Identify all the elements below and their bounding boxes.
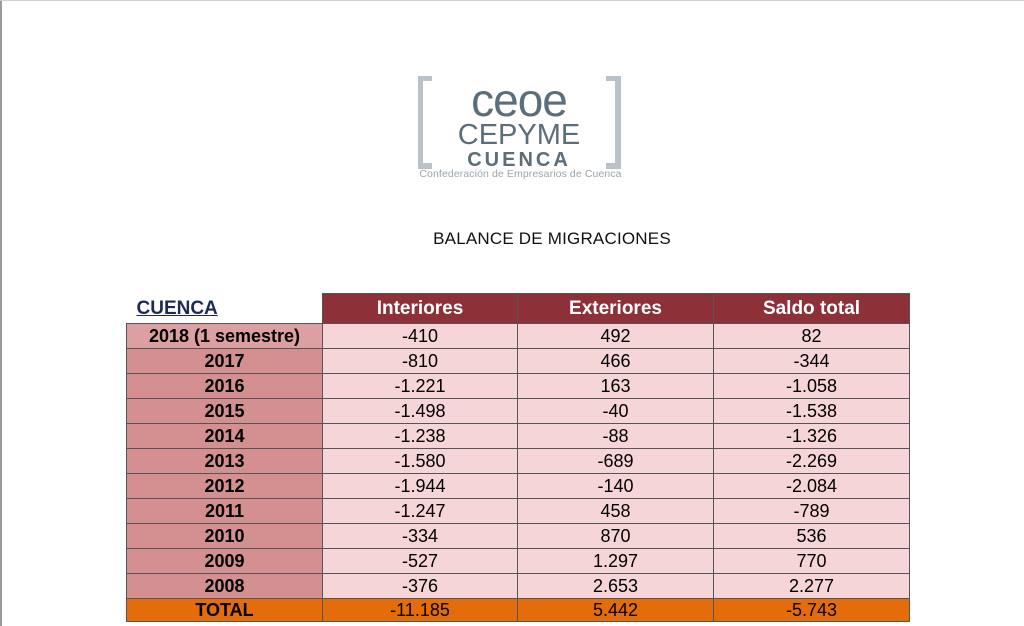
row-year-label: 2008 [127,574,323,599]
cell-interiores: -527 [323,549,518,574]
page-top-border [0,0,1024,1]
total-label: TOTAL [127,599,323,622]
cell-interiores: -1.238 [323,424,518,449]
cell-saldo-total: 82 [714,324,910,349]
logo-line-cuenca: CUENCA [467,149,571,171]
table-row [127,524,910,549]
cell-interiores: -810 [323,349,518,374]
cell-exteriores: -689 [518,449,714,474]
row-year-label: 2016 [127,374,323,399]
total-interiores: -11.185 [323,599,518,622]
logo-line-cepyme: CEPYME [457,119,581,151]
table-header-row [127,294,910,324]
cell-exteriores: 870 [518,524,714,549]
table-row [127,399,910,424]
logo-line-ceoe: ceoe [471,76,567,126]
column-header-exteriores: Exteriores [518,294,714,324]
table-row [127,549,910,574]
logo-caption: Confederación de Empresarios de Cuenca [419,168,622,180]
cell-exteriores: 163 [518,374,714,399]
table-row [127,349,910,374]
cell-exteriores: 458 [518,499,714,524]
cell-saldo-total: 536 [714,524,910,549]
cell-interiores: -1.498 [323,399,518,424]
cell-saldo-total: -1.058 [714,374,910,399]
cell-interiores: -1.944 [323,474,518,499]
cell-saldo-total: -2.084 [714,474,910,499]
cell-interiores: -376 [323,574,518,599]
cell-interiores: -1.580 [323,449,518,474]
column-header-saldo-total: Saldo total [714,294,910,324]
column-header-interiores: Interiores [323,294,518,324]
cell-saldo-total: -789 [714,499,910,524]
table-row [127,424,910,449]
cell-exteriores: 466 [518,349,714,374]
cell-interiores: -1.247 [323,499,518,524]
row-year-label: 2009 [127,549,323,574]
cell-interiores: -334 [323,524,518,549]
cell-saldo-total: -344 [714,349,910,374]
table-row [127,449,910,474]
row-year-label: 2012 [127,474,323,499]
table-row [127,474,910,499]
row-year-label: 2013 [127,449,323,474]
cell-exteriores: 1.297 [518,549,714,574]
cell-exteriores: 2.653 [518,574,714,599]
cell-saldo-total: -2.269 [714,449,910,474]
logo-graphic [418,76,623,171]
page-left-border [0,0,2,626]
cell-exteriores: -88 [518,424,714,449]
row-year-label: 2018 (1 semestre) [127,324,323,349]
row-year-label: 2011 [127,499,323,524]
cell-exteriores: 492 [518,324,714,349]
table-row [127,499,910,524]
cell-interiores: -410 [323,324,518,349]
cell-saldo-total: -1.538 [714,399,910,424]
table-row [127,574,910,599]
cell-exteriores: -140 [518,474,714,499]
cell-saldo-total: -1.326 [714,424,910,449]
migration-balance-table [126,293,910,622]
total-exteriores: 5.442 [518,599,714,622]
table-row [127,324,910,349]
cell-interiores: -1.221 [323,374,518,399]
cell-exteriores: -40 [518,399,714,424]
row-year-label: 2014 [127,424,323,449]
row-year-label: 2010 [127,524,323,549]
region-label: CUENCA [127,294,323,324]
document-title: BALANCE DE MIGRACIONES [433,229,671,248]
total-saldo-total: -5.743 [714,599,910,622]
row-year-label: 2015 [127,399,323,424]
row-year-label: 2017 [127,349,323,374]
cell-saldo-total: 770 [714,549,910,574]
cell-saldo-total: 2.277 [714,574,910,599]
table-row [127,374,910,399]
total-row [127,599,910,622]
